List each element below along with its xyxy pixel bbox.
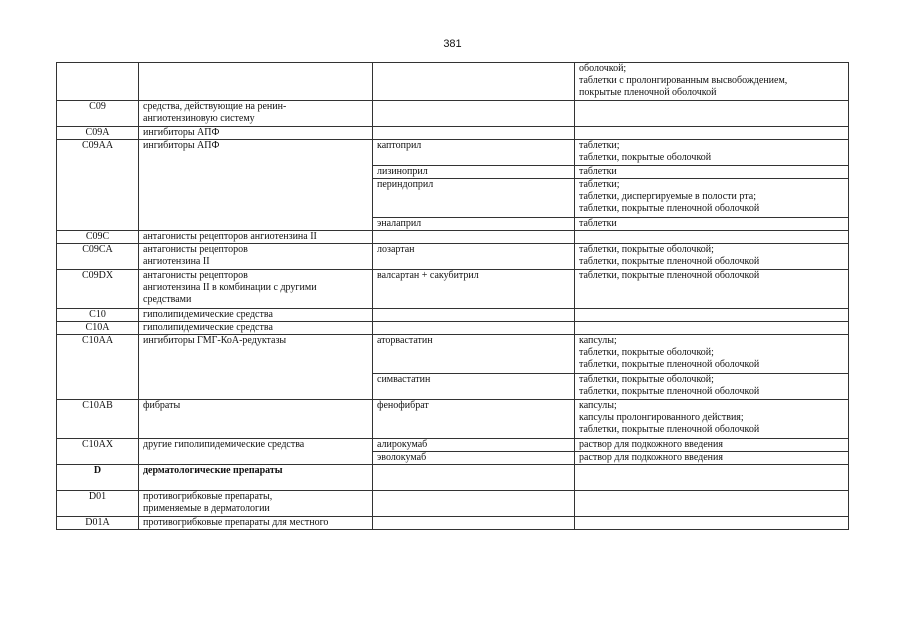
name-cell: лозартан: [373, 244, 575, 270]
group-cell: другие гиполипидемические средства: [139, 439, 373, 465]
form-cell: оболочкой; таблетки с пролонгированным высвобождением, покрытые пленочной оболочкой: [575, 63, 849, 101]
code-cell: D01: [57, 491, 139, 517]
table-row: [57, 309, 849, 322]
form-cell: таблетки; таблетки, диспергируемые в полости рта; таблетки, покрытые пленочной оболочкой: [575, 179, 849, 218]
group-cell: противогрибковые препараты для местного: [139, 517, 373, 530]
name-cell: эналаприл: [373, 218, 575, 231]
table-row: [57, 491, 849, 517]
form-cell: капсулы; таблетки, покрытые оболочкой; таблетки, покрытые пленочной оболочкой: [575, 335, 849, 374]
code-cell: C09C: [57, 231, 139, 244]
code-cell: C10: [57, 309, 139, 322]
name-cell: алирокумаб: [373, 439, 575, 452]
group-cell: гиполипидемические средства: [139, 322, 373, 335]
form-cell: таблетки; таблетки, покрытые оболочкой: [575, 140, 849, 166]
form-cell: раствор для подкожного введения: [575, 452, 849, 465]
name-cell: [373, 63, 575, 101]
form-cell: таблетки, покрытые оболочкой; таблетки, покрытые пленочной оболочкой: [575, 244, 849, 270]
name-cell: валсартан + сакубитрил: [373, 270, 575, 309]
code-cell: C09AA: [57, 140, 139, 231]
code-cell: C10AB: [57, 400, 139, 439]
table-row: [57, 517, 849, 530]
group-cell: противогрибковые препараты, применяемые в дерматологии: [139, 491, 373, 517]
code-cell: C10A: [57, 322, 139, 335]
group-cell: дерматологические препараты: [139, 465, 373, 491]
form-cell: [575, 127, 849, 140]
form-cell: [575, 231, 849, 244]
name-cell: периндоприл: [373, 179, 575, 218]
form-cell: [575, 309, 849, 322]
group-cell: антагонисты рецепторов ангиотензина II в комбинации с другими средствами: [139, 270, 373, 309]
code-cell: C09A: [57, 127, 139, 140]
name-cell: [373, 309, 575, 322]
form-cell: таблетки, покрытые пленочной оболочкой: [575, 270, 849, 309]
code-cell: C10AX: [57, 439, 139, 465]
code-cell: D01A: [57, 517, 139, 530]
table-row: [57, 140, 849, 166]
group-cell: [139, 63, 373, 101]
group-cell: ингибиторы АПФ: [139, 127, 373, 140]
code-cell: C09CA: [57, 244, 139, 270]
code-cell: C09: [57, 101, 139, 127]
table-row: [57, 465, 849, 491]
name-cell: [373, 517, 575, 530]
table-row: [57, 322, 849, 335]
form-cell: [575, 491, 849, 517]
name-cell: [373, 322, 575, 335]
group-cell: ингибиторы АПФ: [139, 140, 373, 231]
table-row: [57, 127, 849, 140]
group-cell: антагонисты рецепторов ангиотензина II: [139, 231, 373, 244]
table-row: [57, 270, 849, 309]
code-cell: D: [57, 465, 139, 491]
name-cell: [373, 127, 575, 140]
name-cell: [373, 465, 575, 491]
form-cell: раствор для подкожного введения: [575, 439, 849, 452]
code-cell: C09DX: [57, 270, 139, 309]
form-cell: [575, 465, 849, 491]
form-cell: капсулы; капсулы пролонгированного действия; таблетки, покрытые пленочной оболочкой: [575, 400, 849, 439]
form-cell: таблетки: [575, 218, 849, 231]
group-cell: гиполипидемические средства: [139, 309, 373, 322]
page-number: 381: [443, 38, 462, 50]
name-cell: лизиноприл: [373, 166, 575, 179]
code-cell: [57, 63, 139, 101]
group-cell: антагонисты рецепторов ангиотензина II: [139, 244, 373, 270]
table-row: [57, 231, 849, 244]
drug-table: [56, 62, 849, 530]
name-cell: эволокумаб: [373, 452, 575, 465]
form-cell: [575, 517, 849, 530]
form-cell: [575, 101, 849, 127]
name-cell: симвастатин: [373, 374, 575, 400]
name-cell: [373, 101, 575, 127]
form-cell: таблетки: [575, 166, 849, 179]
group-cell: фибраты: [139, 400, 373, 439]
table-row: [57, 101, 849, 127]
name-cell: аторвастатин: [373, 335, 575, 374]
table-row: [57, 244, 849, 270]
name-cell: каптоприл: [373, 140, 575, 166]
group-cell: ингибиторы ГМГ-КоА-редуктазы: [139, 335, 373, 400]
group-cell: средства, действующие на ренин- ангиотензиновую систему: [139, 101, 373, 127]
table-row: [57, 439, 849, 452]
form-cell: [575, 322, 849, 335]
table-row: [57, 63, 849, 101]
name-cell: [373, 231, 575, 244]
code-cell: C10AA: [57, 335, 139, 400]
table-row: [57, 400, 849, 439]
table-row: [57, 335, 849, 374]
form-cell: таблетки, покрытые оболочкой; таблетки, покрытые пленочной оболочкой: [575, 374, 849, 400]
name-cell: фенофибрат: [373, 400, 575, 439]
name-cell: [373, 491, 575, 517]
